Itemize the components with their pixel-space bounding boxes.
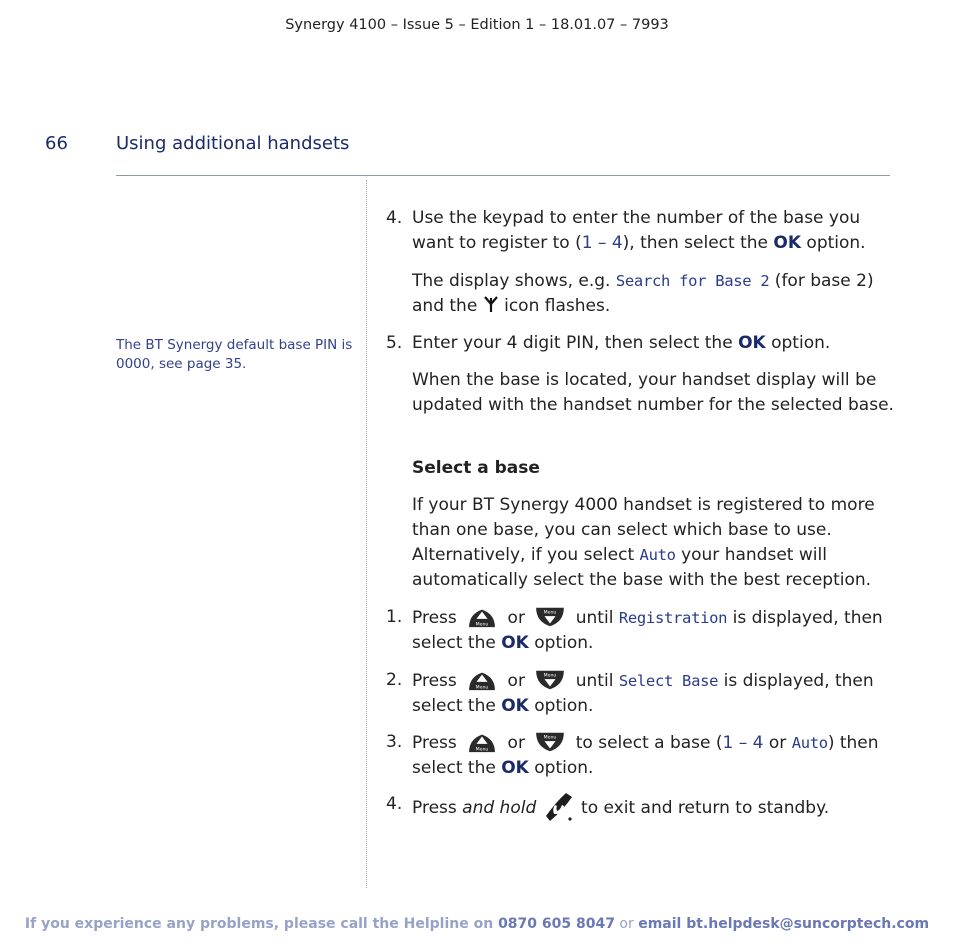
- ok-option: OK: [501, 633, 529, 653]
- header-divider: [116, 175, 890, 176]
- helpline-footer: If you experience any problems, please call the Helpline on 0870 605 8047 or email bt.helpdesk@suncorptech.com: [24, 916, 930, 932]
- helpdesk-email: email bt.helpdesk@suncorptech.com: [638, 916, 930, 932]
- ok-option: OK: [738, 333, 766, 353]
- document-info: Synergy 4100 – Issue 5 – Edition 1 – 18.01.07 – 7993: [285, 17, 669, 33]
- section-title: Using additional handsets: [116, 133, 350, 154]
- menu-up-button-icon: [464, 730, 500, 754]
- helpline-phone: 0870 605 8047: [498, 916, 615, 932]
- display-note: The display shows, e.g. Search for Base 2 (for base 2) and the icon flashes.: [412, 271, 874, 316]
- base-range: 1 – 4: [581, 233, 623, 253]
- ok-option: OK: [501, 696, 529, 716]
- menu-down-button-icon: [532, 605, 568, 629]
- select-base-heading: Select a base: [412, 458, 540, 478]
- select-base-intro: If your BT Synergy 4000 handset is registered to more than one base, you can select which base to use. Alternatively, if you select Auto your handset will automatically select the base with the best reception.: [412, 495, 875, 590]
- antenna-icon: [483, 295, 499, 313]
- lcd-select-base: Select Base: [618, 672, 719, 690]
- menu-down-button-icon: [532, 730, 568, 754]
- ok-option: OK: [501, 758, 529, 778]
- sidebar-note: The BT Synergy default base PIN is 0000, see page 35.: [116, 337, 353, 372]
- menu-down-button-icon: [532, 668, 568, 692]
- lcd-search-for-base: Search for Base 2: [615, 272, 770, 290]
- menu-up-button-icon: [464, 668, 500, 692]
- end-call-button-icon: [544, 792, 574, 822]
- base-range: 1 – 4: [722, 733, 764, 753]
- lcd-registration: Registration: [618, 609, 728, 627]
- lcd-auto: Auto: [639, 546, 676, 564]
- ok-option: OK: [773, 233, 802, 253]
- page-number: 66: [45, 133, 68, 154]
- menu-up-button-icon: [464, 605, 500, 629]
- located-note: When the base is located, your handset display will be updated with the handset number for the selected base.: [412, 370, 894, 415]
- column-divider: [366, 180, 367, 888]
- lcd-auto: Auto: [791, 734, 828, 752]
